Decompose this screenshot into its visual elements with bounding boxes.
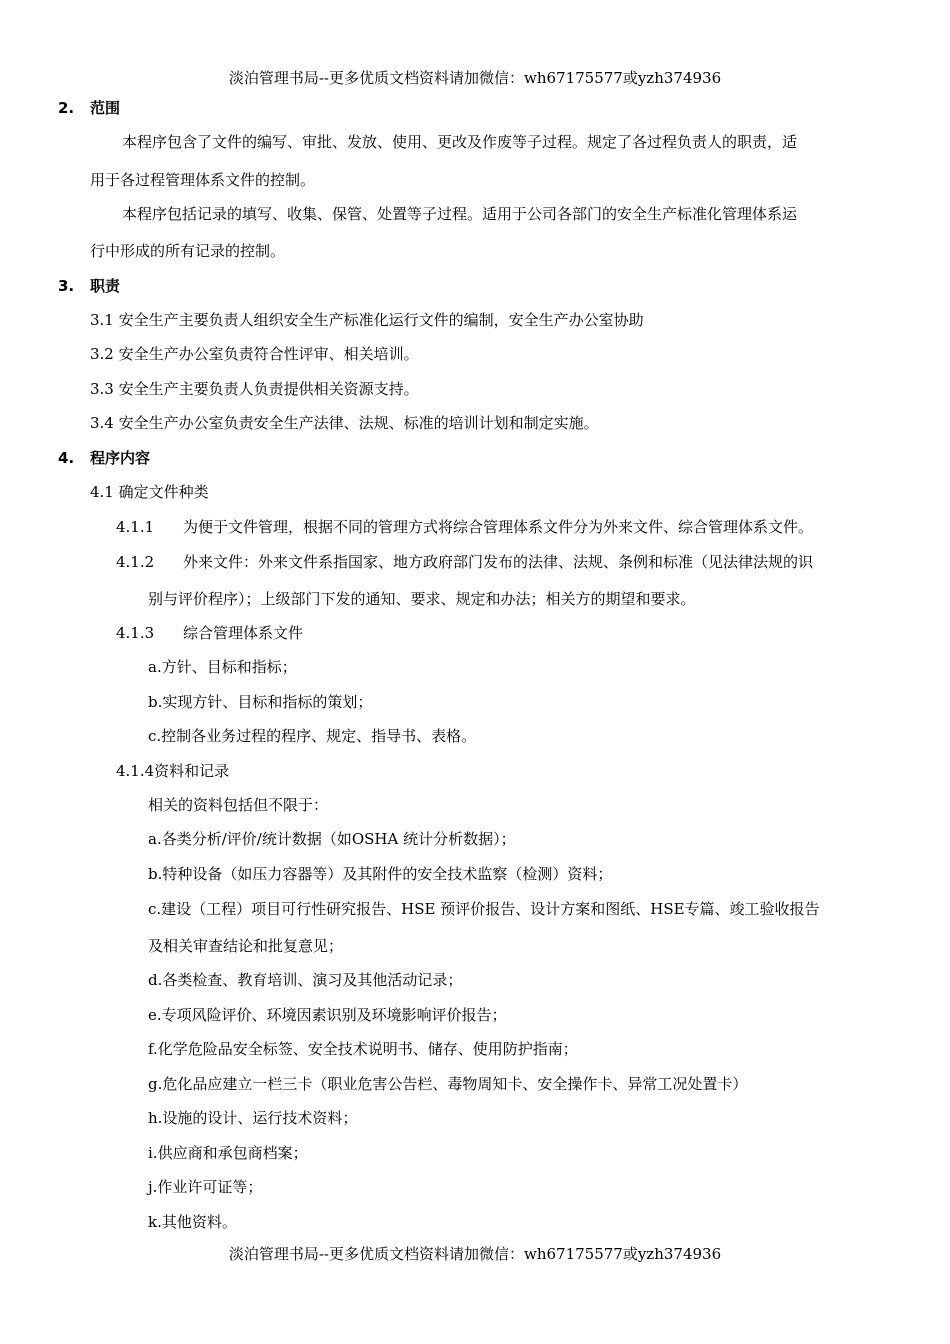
clause-4-1-3-item-c: c.控制各业务过程的程序、规定、指导书、表格。 (148, 727, 477, 745)
section-2-paragraph-2-line-1: 本程序包括记录的填写、收集、保管、处置等子过程。适用于公司各部门的安全生产标准化管理体系运 (122, 205, 798, 223)
records-item-g: g.危化品应建立一栏三卡（职业危害公告栏、毒物周知卡、安全操作卡、异常工况处置卡） (148, 1075, 748, 1093)
clause-4-1-1-number: 4.1.1 (116, 518, 155, 536)
responsibility-item-3-2: 3.2 安全生产办公室负责符合性评审、相关培训。 (90, 345, 419, 363)
clause-4-1-2-number: 4.1.2 (116, 553, 155, 571)
clause-4-1-2-text-line-2: 别与评价程序）；上级部门下发的通知、要求、规定和办法；相关方的期望和要求。 (148, 590, 696, 608)
section-4-number: 4. (58, 449, 75, 467)
section-3-number: 3. (58, 277, 75, 295)
section-2-title: 范围 (90, 99, 121, 117)
records-item-k: k.其他资料。 (148, 1213, 237, 1231)
section-4-title: 程序内容 (90, 449, 151, 467)
clause-4-1-4-intro: 相关的资料包括但不限于： (148, 796, 329, 814)
page-footer: 淡泊管理书局--更多优质文档资料请加微信：wh67175577或yzh374936 (228, 1245, 722, 1263)
records-item-h: h.设施的设计、运行技术资料； (148, 1109, 358, 1127)
clause-4-1-3-item-a: a.方针、目标和指标； (148, 658, 297, 676)
clause-4-1-3-item-b: b.实现方针、目标和指标的策划； (148, 693, 373, 711)
responsibility-item-3-1: 3.1 安全生产主要负责人组织安全生产标准化运行文件的编制，安全生产办公室协助 (90, 311, 644, 329)
clause-4-1-4-heading: 4.1.4资料和记录 (116, 762, 230, 780)
records-item-e: e.专项风险评价、环境因素识别及环境影响评价报告； (148, 1006, 507, 1024)
page-header: 淡泊管理书局--更多优质文档资料请加微信：wh67175577或yzh374936 (228, 69, 722, 87)
clause-4-1-2-text-line-1: 外来文件：外来文件系指国家、地方政府部门发布的法律、法规、条例和标准（见法律法规的识 (183, 553, 814, 571)
records-item-d: d.各类检查、教育培训、演习及其他活动记录； (148, 971, 463, 989)
records-item-b: b.特种设备（如压力容器等）及其附件的安全技术监察（检测）资料； (148, 865, 613, 883)
records-item-i: i.供应商和承包商档案； (148, 1144, 308, 1162)
section-2-paragraph-1-line-1: 本程序包含了文件的编写、审批、发放、使用、更改及作废等子过程。规定了各过程负责人的职责，适 (122, 133, 798, 151)
responsibility-item-3-4: 3.4 安全生产办公室负责安全生产法律、法规、标准的培训计划和制定实施。 (90, 414, 599, 432)
records-item-c-line-1: c.建设（工程）项目可行性研究报告、HSE 预评价报告、设计方案和图纸、HSE专篇、竣工验收报告 (148, 900, 820, 918)
records-item-c-line-2: 及相关审查结论和批复意见； (148, 937, 344, 955)
subsection-4-1-heading: 4.1 确定文件种类 (90, 483, 209, 501)
clause-4-1-1-text: 为便于文件管理，根据不同的管理方式将综合管理体系文件分为外来文件、综合管理体系文件。 (183, 518, 814, 536)
records-item-f: f.化学危险品安全标签、安全技术说明书、储存、使用防护指南； (148, 1040, 578, 1058)
clause-4-1-3-number: 4.1.3 (116, 624, 155, 642)
records-item-a: a.各类分析/评价/统计数据（如OSHA 统计分析数据）； (148, 830, 516, 848)
records-item-j: j.作业许可证等； (148, 1178, 263, 1196)
section-2-paragraph-1-line-2: 用于各过程管理体系文件的控制。 (90, 171, 316, 189)
responsibility-item-3-3: 3.3 安全生产主要负责人负责提供相关资源支持。 (90, 380, 419, 398)
section-3-title: 职责 (90, 277, 121, 295)
clause-4-1-3-text: 综合管理体系文件 (183, 624, 304, 642)
section-2-paragraph-2-line-2: 行中形成的所有记录的控制。 (90, 242, 286, 260)
section-2-number: 2. (58, 99, 75, 117)
